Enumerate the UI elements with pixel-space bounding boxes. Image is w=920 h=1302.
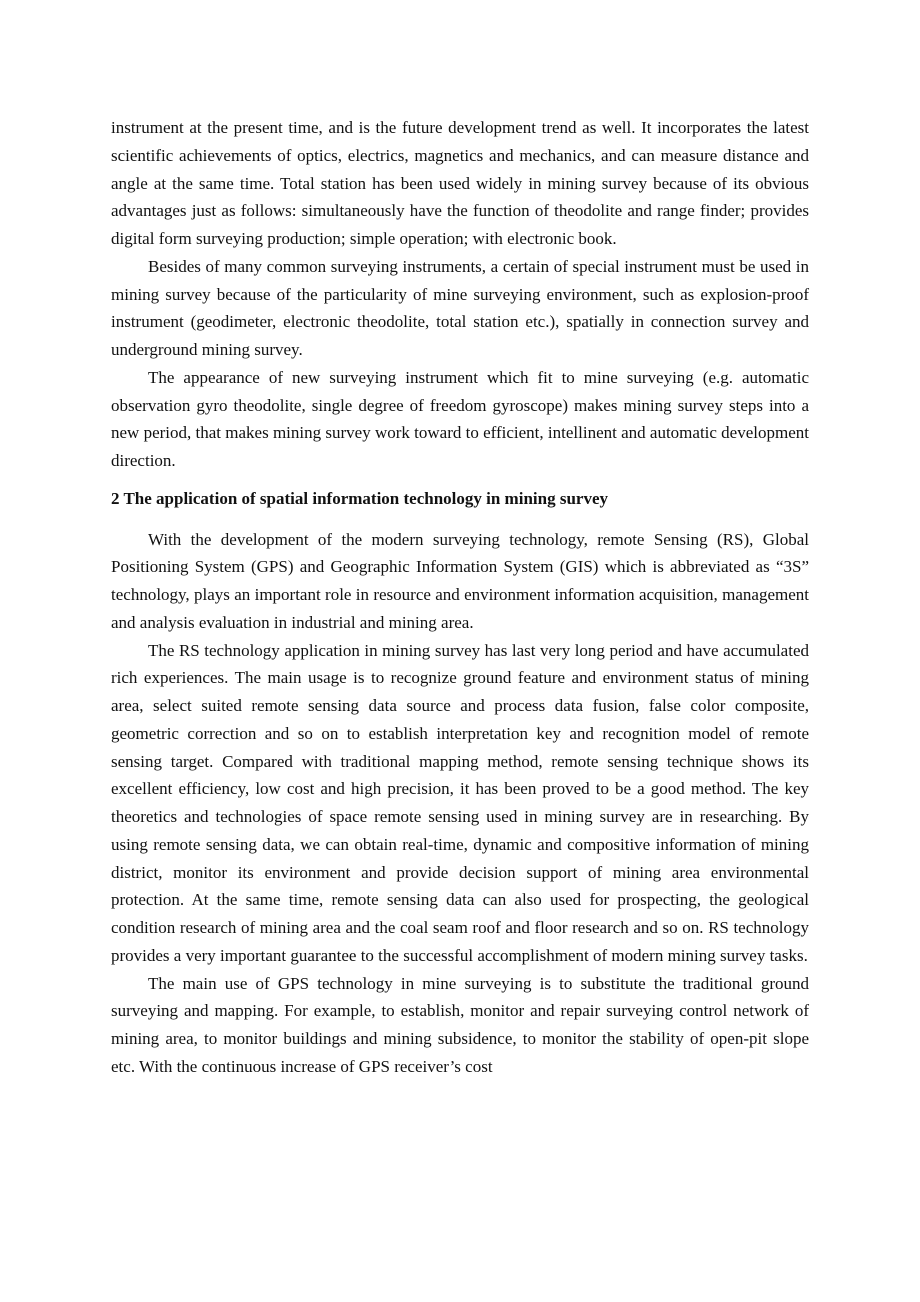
paragraph-special-instruments: Besides of many common surveying instruments, a certain of special instrument must be used in mining survey because of the particularity of mine surveying environment, such as explosion-proof instrument (geodimeter, electronic theodolite, total station etc.), spatially in connection survey and underground mining survey. bbox=[111, 256, 809, 359]
paragraph-total-station: instrument at the present time, and is the future development trend as well. It incorporates the latest scientific achievements of optics, electrics, magnetics and mechanics, and can measure distance and angle at the same time. Total station has been used widely in mining survey because of its obvious advantages just as follows: simultaneously have the function of theodolite and range finder; provides digital form surveying production; simple operation; with electronic book. bbox=[111, 118, 809, 248]
document-body bbox=[111, 114, 809, 1081]
section-heading: 2 The application of spatial information technology in mining survey bbox=[111, 488, 608, 508]
paragraph-gps-technology: The main use of GPS technology in mine surveying is to substitute the traditional ground surveying and mapping. For example, to establish, monitor and repair surveying control network of mining area, to monitor buildings and mining subsidence, to monitor the stability of open-pit slope etc. With the continuous increase of GPS receiver’s cost bbox=[111, 973, 809, 1076]
paragraph-new-instruments: The appearance of new surveying instrument which fit to mine surveying (e.g. automatic observation gyro theodolite, single degree of freedom gyroscope) makes mining survey steps into a new period, that makes mining survey work toward to efficient, intellinent and automatic development direction. bbox=[111, 367, 809, 470]
paragraph-rs-technology: The RS technology application in mining survey has last very long period and have accumulated rich experiences. The main usage is to recognize ground feature and environment status of mining area, select suited remote sensing data source and process data fusion, false color composite, geometric correction and so on to establish interpretation key and recognition model of remote sensing target. Compared with traditional mapping method, remote sensing technique shows its excellent efficiency, low cost and high precision, it has been proved to be a good method. The key theoretics and technologies of space remote sensing used in mining survey are in researching. By using remote sensing data, we can obtain real-time, dynamic and compositive information of mining district, monitor its environment and provide decision support of mining area environmental protection. At the same time, remote sensing data can also used for prospecting, the geological condition research of mining area and the coal seam roof and floor research and so on. RS technology provides a very important guarantee to the successful accomplishment of modern mining survey tasks. bbox=[111, 640, 809, 965]
paragraph-3s-technology: With the development of the modern surveying technology, remote Sensing (RS), Global Positioning System (GPS) and Geographic Information System (GIS) which is abbreviated as “3S” technology, plays an important role in resource and environment information acquisition, management and analysis evaluation in industrial and mining area. bbox=[111, 529, 809, 632]
